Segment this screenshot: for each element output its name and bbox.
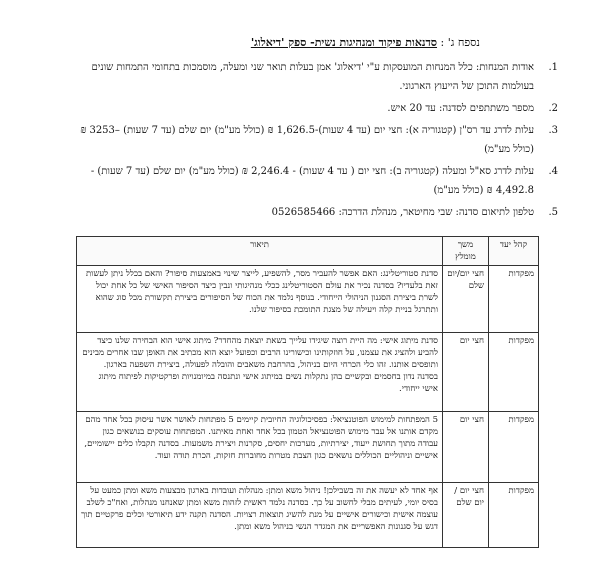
cell-audience: מפקדות	[489, 266, 539, 333]
list-item: 4. עלות לדרג סא"ל ומעלה (קטגוריה ב): חצי יום ( עד 4 שעות) - 2,246.4 ₪ (כולל מע"מ) יום שלם (עד 7 שעות) - 4,492.8 ₪ (כולל מע"מ)	[90, 166, 558, 196]
header-audience: קהל יעד	[489, 237, 539, 266]
info-list	[74, 58, 558, 225]
workshops-table	[76, 236, 539, 548]
header-description: תיאור	[77, 237, 443, 266]
table-row	[77, 483, 539, 548]
list-item: 3. עלות לדרג עד רס"ן (קטגוריה א): חצי יום (עד 4 שעות)-1,626.5 ₪ (כולל מע"מ) יום שלם (עד 7 שעות) –3253 ₪ (כולל מע"מ)	[80, 125, 558, 155]
appendix-label: נספח ג' :	[440, 36, 480, 49]
cell-duration: חצי יום / יום שלם	[443, 483, 489, 548]
cell-audience: מפקדות	[489, 333, 539, 412]
cell-description: 5 המפתחות למימוש הפוטנציאל: בפסיכולוגיה החיובית קיימים 5 מפתחות לאושר אשר עיסוק בכל אחד מהם מקדם אותנו אל עבר מימוש הפוטנציאל הטמון בכל אחד ואחת מאיתנו. המפתחות עוסקים בנושאים כגון עבודה מתוך תחושת ייעוד, יצירתיות, מערכות יחסים, סקרנות ויצירת משמעות. בסדנה תקבלו כלים יישומיים, אישיים וניהוליים הכוללים נושאים כגון הצבת מטרות מחוברות חזקות, הכרת תודה ועוד.	[77, 412, 443, 483]
cell-duration: חצי יום	[443, 412, 489, 483]
document-title: סדנאות פיקוד ומנהיגות נשית- ספק 'דיאלוג'	[250, 36, 438, 49]
cell-duration: חצי יום	[443, 333, 489, 412]
table-row	[77, 412, 539, 483]
cell-duration: חצי יום/יום שלם	[443, 266, 489, 333]
cell-description: אף אחד לא יעשה את זה בשבילכן! ניהול משא ומתן: מנהלות ועובדות בארגון מבצעות משא ומתן כמעט על בסיס יומי, לעיתים מבלי לחשוב על כך. בסדנה נלמד ראשית לזהות משא ומתן שאנחנו מנהלות, ואח"כ לשלב עוצמה אישית וכישורים אישיים על מנת להשיג תוצאות רצויות. הסדנה תקנה ידע תיאורטי וכלים פרקטיים תוך דגש על סגנונות האפשריים את המגדר הנשי בניהול משא ומתן.	[77, 483, 443, 548]
header-duration: משך מומלץ	[443, 237, 489, 266]
page-title	[20, 36, 480, 49]
list-item: 5. טלפון לתיאום סדנה: שבי מחיטאר, מנהלת הדרכה: 0526585466	[271, 207, 558, 218]
cell-description: סדנת סטוריטלינג: האם אפשר להעביר מסר, להשפיע, לייצר שינוי באמצעות סיפור? והאם בכלל ניתן לעשות זאת בלעדיו? בסדנה נכיר את עולם הסטוריטלינג ככלי מנהיגותי ונבין כיצד הסיפור האישי של כל אחת יכול לשרת ביצירת הסגנון הניהולי הייחודי. בנוסף נלמד את הכוח של הסיפורים ביצירת תקשורת מכל סוג שהוא ותתרגל בניית קלה ויעילה של מצגת התומכת בסיפור שלנו.	[77, 266, 443, 333]
list-item: 1. אודות המנחות: כלל המנחות המועסקות ע"י 'דיאלוג' אמן בעלות תואר שני ומעלה, מוסמכות בתחומי התמחות שונים בעולמות התוכן של הייעוץ הארגוני.	[91, 62, 558, 92]
cell-description: סדנת מיתוג אישי: מה היית רוצה שיגידו עלייך בשאת יוצאת מהחדר? מיתוג אישי הוא הבחירה שלנו כיצד להביע ולהציג את עצמנו, על חוזקותינו וכישורינו הרבים וכפועל יוצא הוא מכתיב את האופן שבו אחרים מבינים ותופסים אותנו. זהו כלי הכרחי היום בניהול, בהרחבת משאבים והובלה לפעולה, ביצירת השפעה בארגון. בסדנה נדון בחסמים ובקשיים בהן נתקלות נשים במיתוג אישי ונתנסה במיומנויות ופרקטיקות לפיתוח מיתוג אישי ייחודי.	[77, 333, 443, 412]
cell-audience: מפקדות	[489, 483, 539, 548]
table-row	[77, 333, 539, 412]
table-row	[77, 266, 539, 333]
table-header-row	[77, 237, 539, 266]
cell-audience: מפקדות	[489, 412, 539, 483]
list-item: 2. מספר משתתפים לסדנה: עד 20 איש.	[387, 103, 558, 114]
